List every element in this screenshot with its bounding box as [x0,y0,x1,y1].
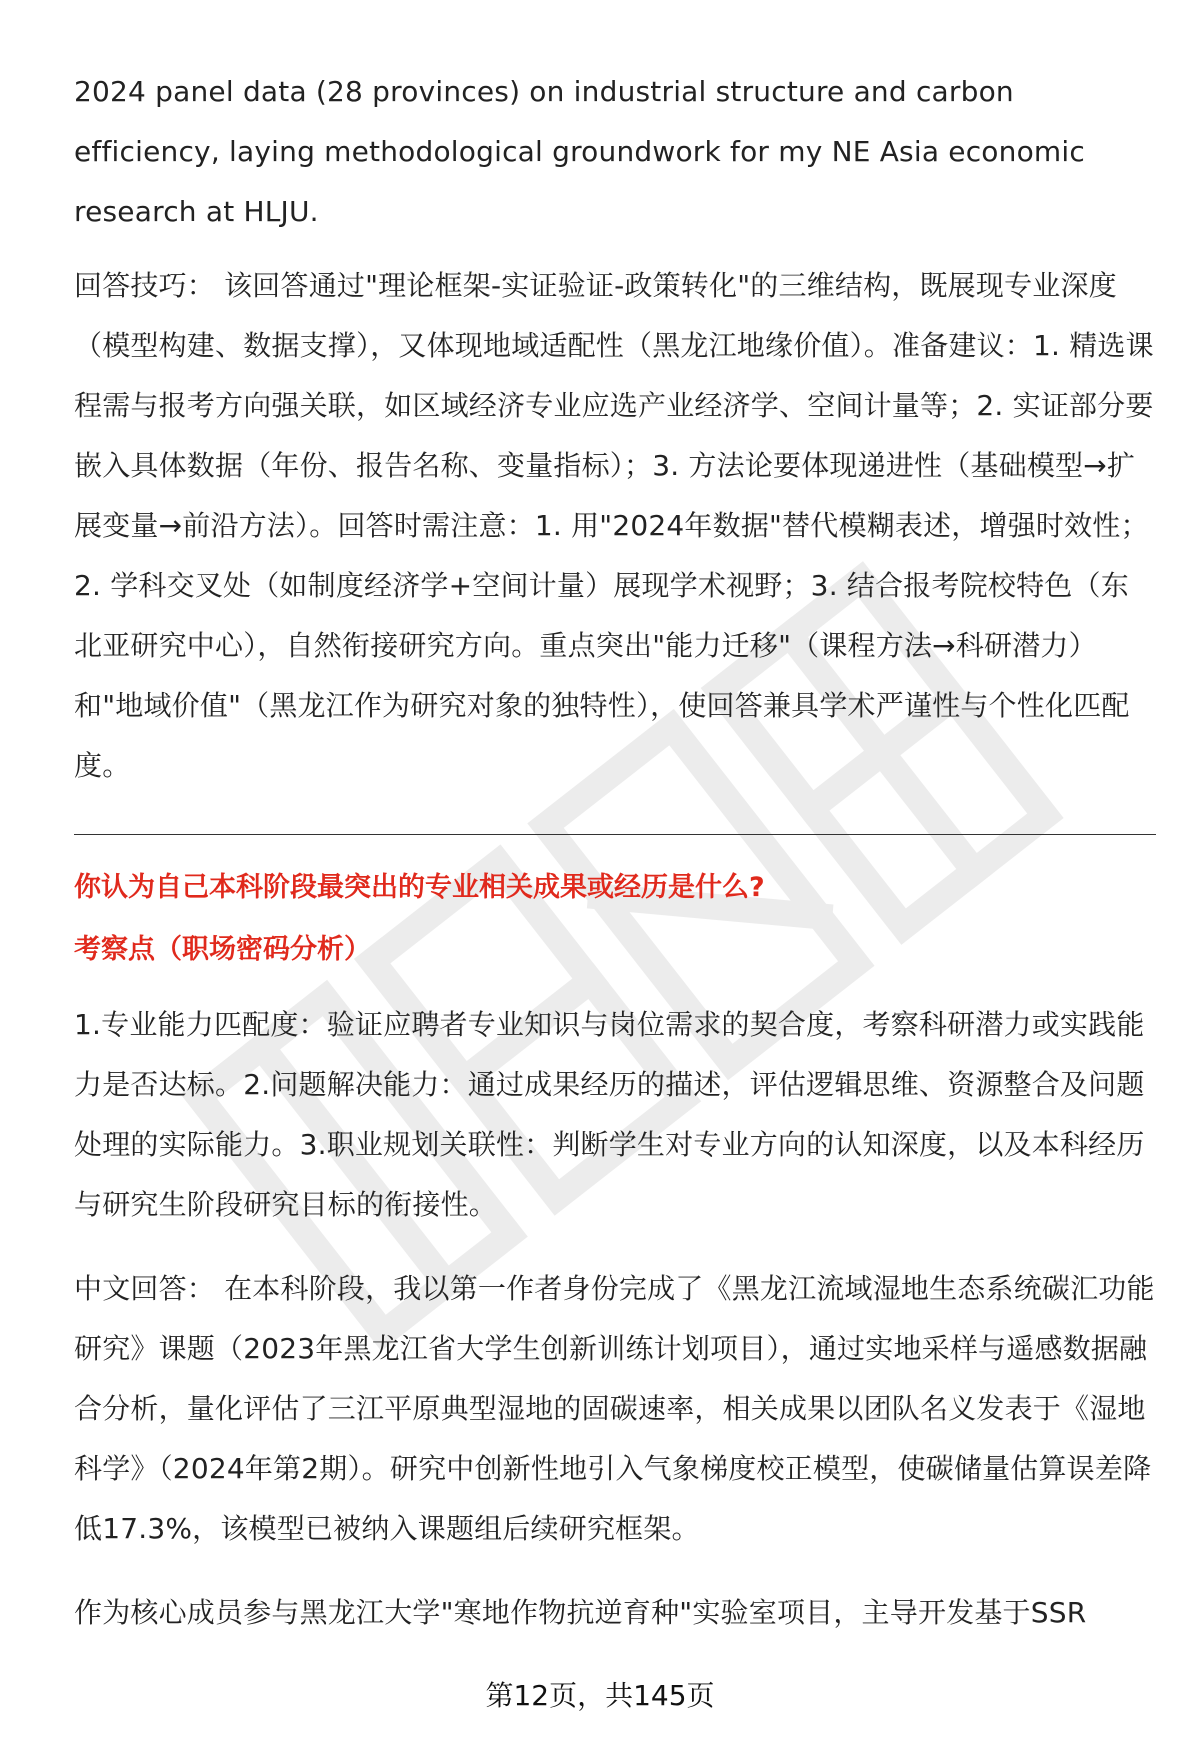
question-subheading: 考察点（职场密码分析） [74,934,371,965]
chinese-answer-paragraph-2: 作为核心成员参与黑龙江大学"寒地作物抗逆育种"实验室项目，主导开发基于SSR [74,1596,1087,1629]
analysis-paragraph: 1.专业能力匹配度：验证应聘者专业知识与岗位需求的契合度，考察科研潜力或实践能力是否达标。2.问题解决能力：通过成果经历的描述，评估逻辑思维、资源整合及问题处理的实际能力。3.职业规划关联性：判断学生对专业方向的认知深度，以及本科经历与研究生阶段研究目标的衔接性。 [74,1008,1145,1221]
question-heading: 你认为自己本科阶段最突出的专业相关成果或经历是什么? [74,872,765,903]
answer-tips-paragraph: 回答技巧： 该回答通过"理论框架-实证验证-政策转化"的三维结构，既展现专业深度（模型构建、数据支撑），又体现地域适配性（黑龙江地缘价值）。准备建议：1. 精选课程需与报考方向强关联，如区域经济专业应选产业经济学、空间计量等；2. 实证部分要嵌入具体数据（年份、报告名称、变量指标）；3. 方法论要体现递进性（基础模型→扩展变量→前沿方法）。回答时需注意：1. 用"2024年数据"替代模糊表述，增强时效性；2. 学科交叉处（如制度经济学+空间计量）展现学术视野；3. 结合报考院校特色（东北亚研究中心），自然衔接研究方向。重点突出"能力迁移"（课程方法→科研潜力）和"地域价值"（黑龙江作为研究对象的独特性），使回答兼具学术严谨性与个性化匹配度。 [74,269,1154,782]
english-answer-continuation: 2024 panel data (28 provinces) on industrial structure and carbon efficiency, laying methodological groundwork for my NE Asia economic research at HLJU. [74,75,1085,228]
chinese-answer-paragraph: 中文回答： 在本科阶段，我以第一作者身份完成了《黑龙江流域湿地生态系统碳汇功能研究》课题（2023年黑龙江省大学生创新训练计划项目），通过实地采样与遥感数据融合分析，量化评估了三江平原典型湿地的固碳速率，相关成果以团队名义发表于《湿地科学》（2024年第2期）。研究中创新性地引入气象梯度校正模型，使碳储量估算误差降低17.3%，该模型已被纳入课题组后续研究框架。 [74,1272,1155,1545]
page-number-footer: 第12页，共145页 [485,1679,715,1712]
document-page [74,62,1156,1643]
section-divider [74,834,1156,835]
